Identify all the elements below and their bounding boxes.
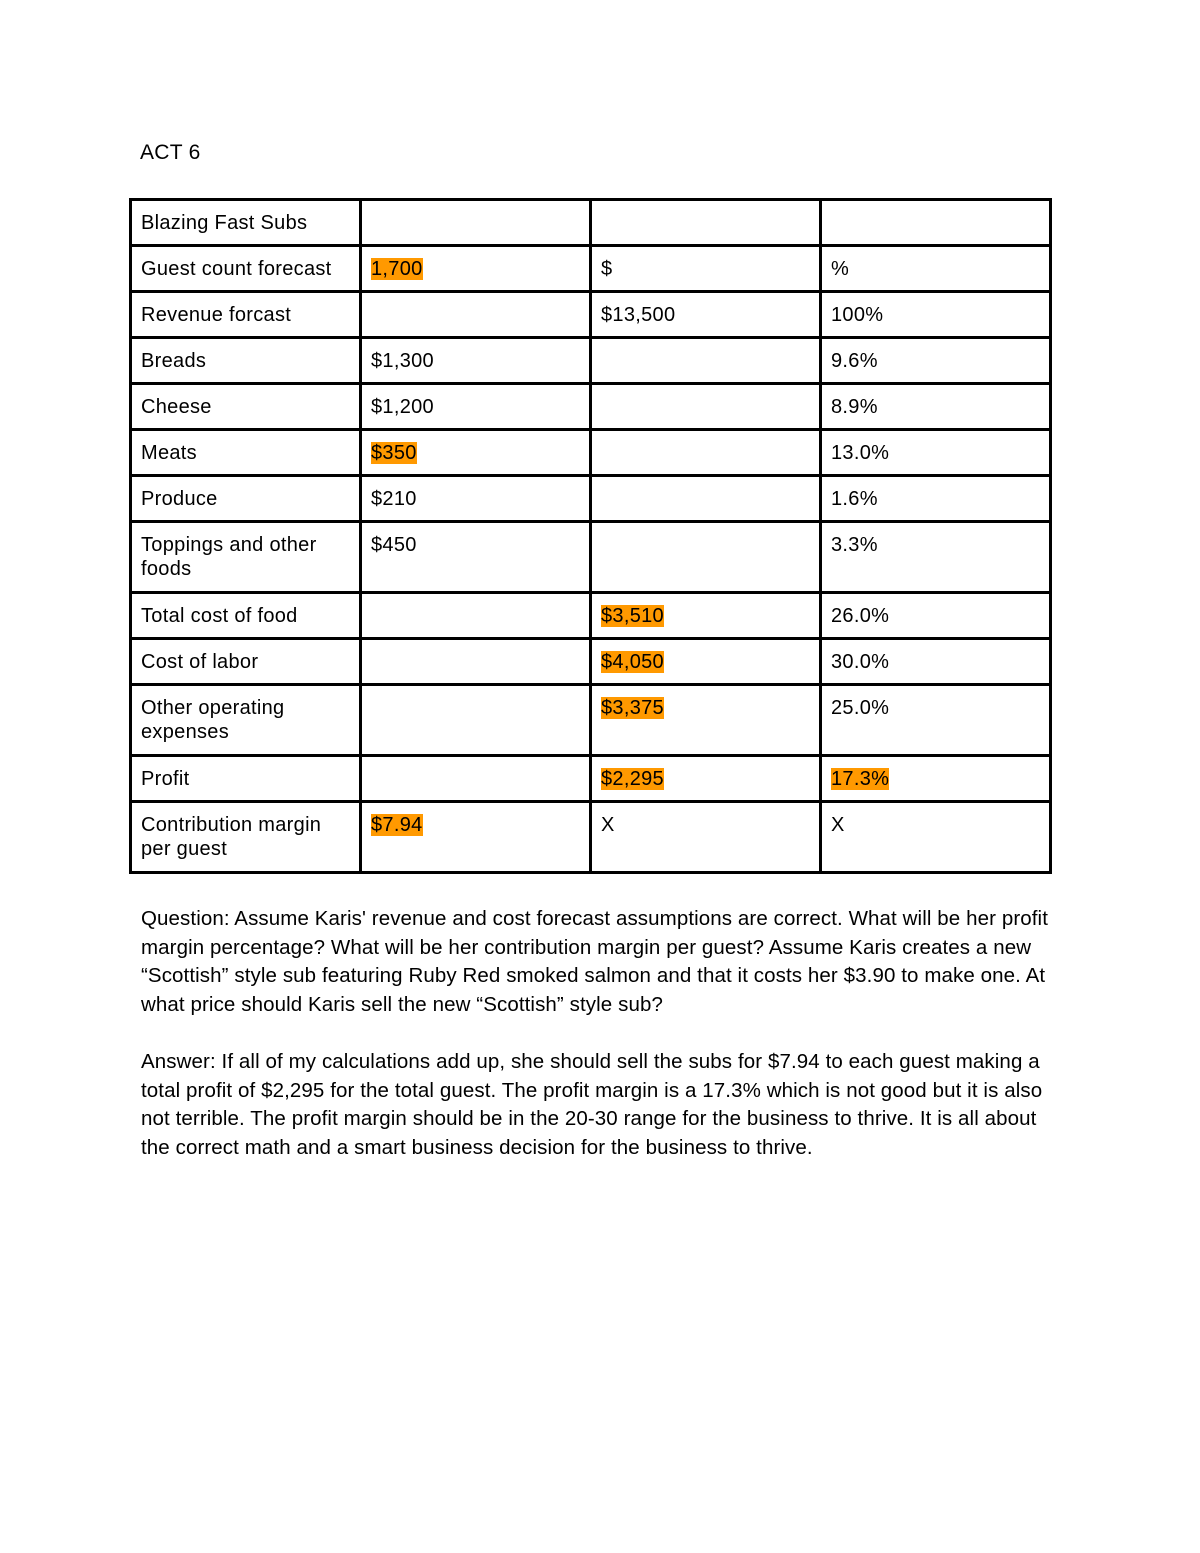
row-label: Breads: [131, 338, 361, 384]
cell-dollars: [591, 639, 821, 685]
cell-percent: [821, 756, 1051, 802]
cell-percent: X: [821, 802, 1051, 873]
page-title: ACT 6: [140, 141, 201, 164]
row-label: Blazing Fast Subs: [131, 200, 361, 246]
row-label: Cost of labor: [131, 639, 361, 685]
table-row: [131, 338, 1051, 384]
cell-dollars: [591, 200, 821, 246]
cell-amount: [361, 593, 591, 639]
highlighted-value: $2,295: [601, 768, 664, 790]
cell-dollars: X: [591, 802, 821, 873]
cell-dollars: [591, 384, 821, 430]
highlighted-value: $350: [371, 442, 417, 464]
cell-dollars: [591, 522, 821, 593]
cell-dollars: [591, 593, 821, 639]
cell-dollars: [591, 685, 821, 756]
row-label: Produce: [131, 476, 361, 522]
table-row: [131, 430, 1051, 476]
table-row: [131, 522, 1051, 593]
table-row: [131, 639, 1051, 685]
row-label: Meats: [131, 430, 361, 476]
cell-amount: $450: [361, 522, 591, 593]
highlighted-value: $3,375: [601, 697, 664, 719]
forecast-table: [129, 198, 1052, 874]
cell-amount: [361, 246, 591, 292]
row-label: Revenue forcast: [131, 292, 361, 338]
table-row: [131, 200, 1051, 246]
row-label: Contribution margin per guest: [131, 802, 361, 873]
cell-dollars: [591, 338, 821, 384]
answer-paragraph: Answer: If all of my calculations add up, she should sell the subs for $7.94 to each guest making a total profit of $2,295 for the total guest. The profit margin is a 17.3% which is not good but it is also not terrible. The profit margin should be in the 20-30 range for the business to thrive. It is all about the correct math and a smart business decision for the business to thrive.: [141, 1050, 1043, 1159]
cell-percent: [821, 200, 1051, 246]
cell-percent: 100%: [821, 292, 1051, 338]
row-label: Cheese: [131, 384, 361, 430]
row-label: Toppings and other foods: [131, 522, 361, 593]
cell-dollars: [591, 476, 821, 522]
highlighted-value: 1,700: [371, 258, 423, 280]
cell-dollars: [591, 430, 821, 476]
cell-amount: [361, 292, 591, 338]
cell-percent: 3.3%: [821, 522, 1051, 593]
cell-dollars: $: [591, 246, 821, 292]
table-row: [131, 685, 1051, 756]
cell-amount: [361, 639, 591, 685]
cell-amount: [361, 200, 591, 246]
cell-amount: [361, 756, 591, 802]
highlighted-value: $3,510: [601, 605, 664, 627]
cell-amount: $210: [361, 476, 591, 522]
row-label: Total cost of food: [131, 593, 361, 639]
cell-percent: 30.0%: [821, 639, 1051, 685]
cell-amount: [361, 802, 591, 873]
table-row: [131, 384, 1051, 430]
cell-percent: 26.0%: [821, 593, 1051, 639]
cell-percent: 9.6%: [821, 338, 1051, 384]
row-label: Other operating expenses: [131, 685, 361, 756]
highlighted-value: $4,050: [601, 651, 664, 673]
cell-percent: %: [821, 246, 1051, 292]
row-label: Guest count forecast: [131, 246, 361, 292]
cell-percent: 1.6%: [821, 476, 1051, 522]
highlighted-value: $7.94: [371, 814, 423, 836]
highlighted-value: 17.3%: [831, 768, 890, 790]
table-row: [131, 756, 1051, 802]
row-label: Profit: [131, 756, 361, 802]
cell-percent: 13.0%: [821, 430, 1051, 476]
cell-amount: [361, 685, 591, 756]
table-row: [131, 593, 1051, 639]
question-paragraph: Question: Assume Karis' revenue and cost forecast assumptions are correct. What will be her profit margin percentage? What will be her contribution margin per guest? Assume Karis creates a new “Scottish” style sub featuring Ruby Red smoked salmon and that it costs her $3.90 to make one. At what price should Karis sell the new “Scottish” style sub?: [141, 907, 1049, 1016]
cell-amount: $1,300: [361, 338, 591, 384]
table-row: [131, 476, 1051, 522]
cell-percent: 25.0%: [821, 685, 1051, 756]
cell-dollars: [591, 756, 821, 802]
cell-percent: 8.9%: [821, 384, 1051, 430]
table-row: [131, 246, 1051, 292]
cell-amount: [361, 430, 591, 476]
cell-amount: $1,200: [361, 384, 591, 430]
table-row: [131, 802, 1051, 873]
table-row: [131, 292, 1051, 338]
cell-dollars: $13,500: [591, 292, 821, 338]
